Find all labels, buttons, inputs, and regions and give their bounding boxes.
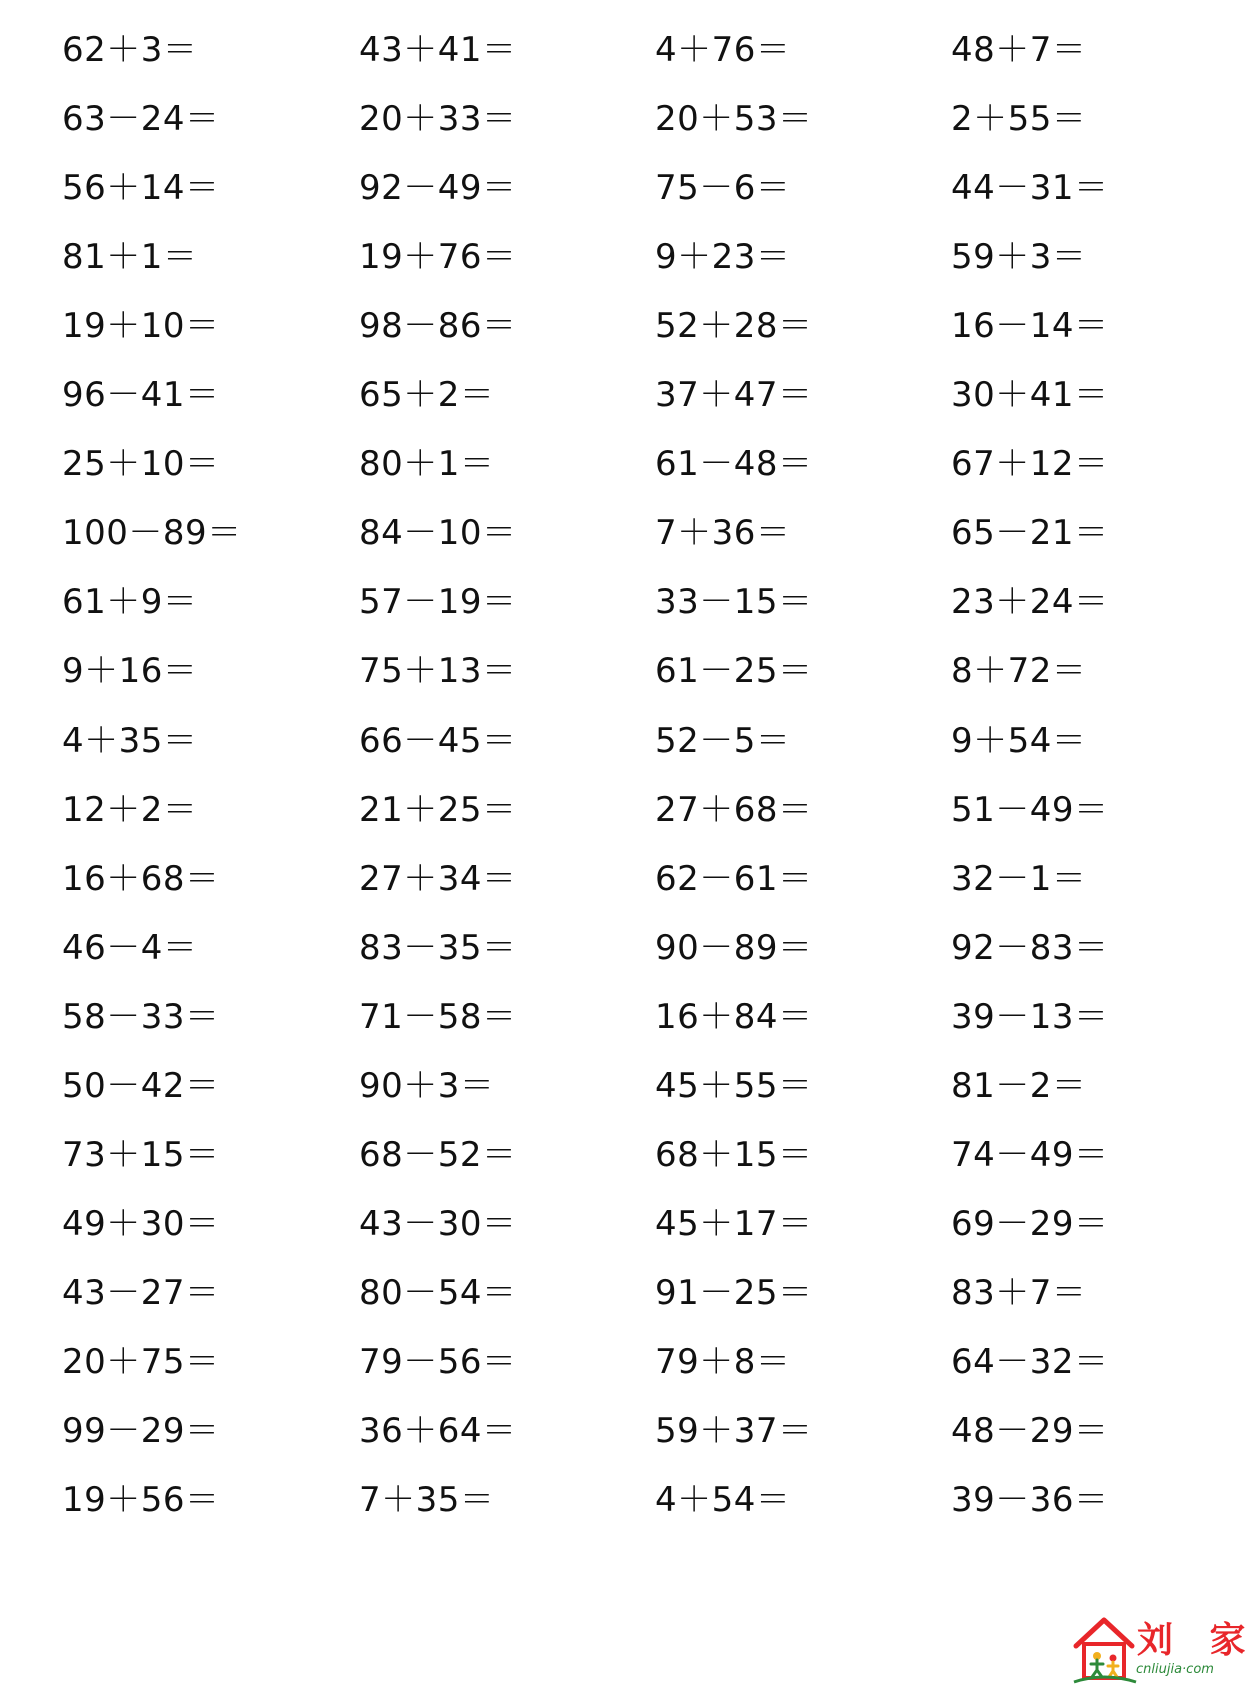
math-problem: 49＋30＝ (62, 1203, 220, 1244)
math-problem: 69－29＝ (951, 1203, 1109, 1244)
math-problem: 96－41＝ (62, 375, 220, 416)
math-problem: 71－58＝ (359, 996, 517, 1037)
math-problem: 63－24＝ (62, 99, 220, 140)
math-problem: 65＋2＝ (359, 375, 495, 416)
math-problem: 73＋15＝ (62, 1134, 220, 1175)
problem-row (0, 1470, 1223, 1530)
problem-row (0, 227, 1223, 287)
math-problem: 4＋54＝ (655, 1480, 791, 1521)
math-problem: 90－89＝ (655, 927, 813, 968)
math-problem: 50－42＝ (62, 1065, 220, 1106)
problem-row (0, 503, 1223, 563)
problem-row (0, 158, 1223, 218)
math-problem: 92－83＝ (951, 927, 1109, 968)
problem-row (0, 365, 1223, 425)
math-problem: 61－48＝ (655, 444, 813, 485)
problem-row (0, 1194, 1223, 1254)
math-problem: 7＋35＝ (359, 1480, 495, 1521)
math-problem: 43－27＝ (62, 1272, 220, 1313)
math-problem: 43－30＝ (359, 1203, 517, 1244)
math-problem: 65－21＝ (951, 513, 1109, 554)
math-problem: 4＋35＝ (62, 720, 198, 761)
math-problem: 43＋41＝ (359, 30, 517, 70)
math-problem: 62＋3＝ (62, 30, 198, 70)
problem-row (0, 849, 1223, 909)
math-problem: 62－61＝ (655, 858, 813, 899)
math-problem: 59＋3＝ (951, 237, 1087, 278)
math-problem: 83＋7＝ (951, 1272, 1087, 1313)
math-problem: 39－36＝ (951, 1480, 1109, 1521)
math-problem: 19＋76＝ (359, 237, 517, 278)
math-problem: 56＋14＝ (62, 168, 220, 209)
problem-row (0, 434, 1223, 494)
math-problem: 19＋56＝ (62, 1480, 220, 1521)
math-problem: 81－2＝ (951, 1065, 1087, 1106)
math-problem: 20＋33＝ (359, 99, 517, 140)
math-problem: 16－14＝ (951, 306, 1109, 347)
problem-row (0, 1056, 1223, 1116)
math-problem: 61＋9＝ (62, 582, 198, 623)
math-problem: 100－89＝ (62, 513, 242, 554)
math-problem: 36＋64＝ (359, 1411, 517, 1451)
math-problem: 92－49＝ (359, 168, 517, 209)
math-problem: 98－86＝ (359, 306, 517, 347)
math-problem: 68－52＝ (359, 1134, 517, 1175)
math-problem: 19＋10＝ (62, 306, 220, 347)
math-problem: 9＋16＝ (62, 651, 198, 692)
math-problem: 21＋25＝ (359, 789, 517, 830)
math-problem: 2＋55＝ (951, 99, 1087, 140)
math-problem: 20＋75＝ (62, 1341, 220, 1382)
math-problem: 52－5＝ (655, 720, 791, 761)
math-problem: 32－1＝ (951, 858, 1087, 899)
math-problem: 45＋55＝ (655, 1065, 813, 1106)
math-problem: 84－10＝ (359, 513, 517, 554)
math-problem: 80－54＝ (359, 1272, 517, 1313)
math-problem: 23＋24＝ (951, 582, 1109, 623)
problem-row (0, 641, 1223, 701)
math-problem: 61－25＝ (655, 651, 813, 692)
math-problem: 4＋76＝ (655, 30, 791, 70)
problem-row (0, 711, 1223, 771)
problem-row (0, 89, 1223, 149)
problem-row (0, 1401, 1223, 1461)
problem-row (0, 296, 1223, 356)
math-problem: 37＋47＝ (655, 375, 813, 416)
math-problem: 99－29＝ (62, 1411, 220, 1451)
math-problem: 46－4＝ (62, 927, 198, 968)
math-problem: 74－49＝ (951, 1134, 1109, 1175)
logo-name: 刘 家 (1137, 1619, 1258, 1661)
math-problem: 66－45＝ (359, 720, 517, 761)
math-problem: 25＋10＝ (62, 444, 220, 485)
house-icon (1070, 1612, 1140, 1686)
problem-row (0, 780, 1223, 840)
problem-row (0, 1263, 1223, 1323)
math-problem: 68＋15＝ (655, 1134, 813, 1175)
math-problem: 75＋13＝ (359, 651, 517, 692)
math-problem: 20＋53＝ (655, 99, 813, 140)
math-problem: 48－29＝ (951, 1411, 1109, 1451)
math-problem: 9＋54＝ (951, 720, 1087, 761)
problem-row (0, 572, 1223, 632)
math-problem: 51－49＝ (951, 789, 1109, 830)
math-problem: 16＋84＝ (655, 996, 813, 1037)
math-problem: 27＋68＝ (655, 789, 813, 830)
problem-row (0, 1125, 1223, 1185)
math-problem: 9＋23＝ (655, 237, 791, 278)
math-problem: 83－35＝ (359, 927, 517, 968)
math-problem: 58－33＝ (62, 996, 220, 1037)
math-problem: 59＋37＝ (655, 1411, 813, 1451)
math-problem: 39－13＝ (951, 996, 1109, 1037)
math-problem: 80＋1＝ (359, 444, 495, 485)
problem-row (0, 918, 1223, 978)
math-problem: 79＋8＝ (655, 1341, 791, 1382)
math-problem: 52＋28＝ (655, 306, 813, 347)
math-problem: 30＋41＝ (951, 375, 1109, 416)
math-problem: 12＋2＝ (62, 789, 198, 830)
math-problem: 44－31＝ (951, 168, 1109, 209)
math-problem: 45＋17＝ (655, 1203, 813, 1244)
math-problem: 48＋7＝ (951, 30, 1087, 70)
problem-row (0, 20, 1223, 80)
math-problem: 81＋1＝ (62, 237, 198, 278)
math-problem: 16＋68＝ (62, 858, 220, 899)
math-problem: 57－19＝ (359, 582, 517, 623)
math-problem: 7＋36＝ (655, 513, 791, 554)
math-problem: 79－56＝ (359, 1341, 517, 1382)
math-problem: 27＋34＝ (359, 858, 517, 899)
problem-row (0, 987, 1223, 1047)
math-problem: 67＋12＝ (951, 444, 1109, 485)
site-logo (1070, 1612, 1258, 1686)
math-problem: 64－32＝ (951, 1341, 1109, 1382)
math-problem: 33－15＝ (655, 582, 813, 623)
logo-url: cnliujia·com (1136, 1662, 1214, 1677)
problem-row (0, 1332, 1223, 1392)
math-problem: 75－6＝ (655, 168, 791, 209)
math-problem: 90＋3＝ (359, 1065, 495, 1106)
math-problem: 91－25＝ (655, 1272, 813, 1313)
math-problem: 8＋72＝ (951, 651, 1087, 692)
